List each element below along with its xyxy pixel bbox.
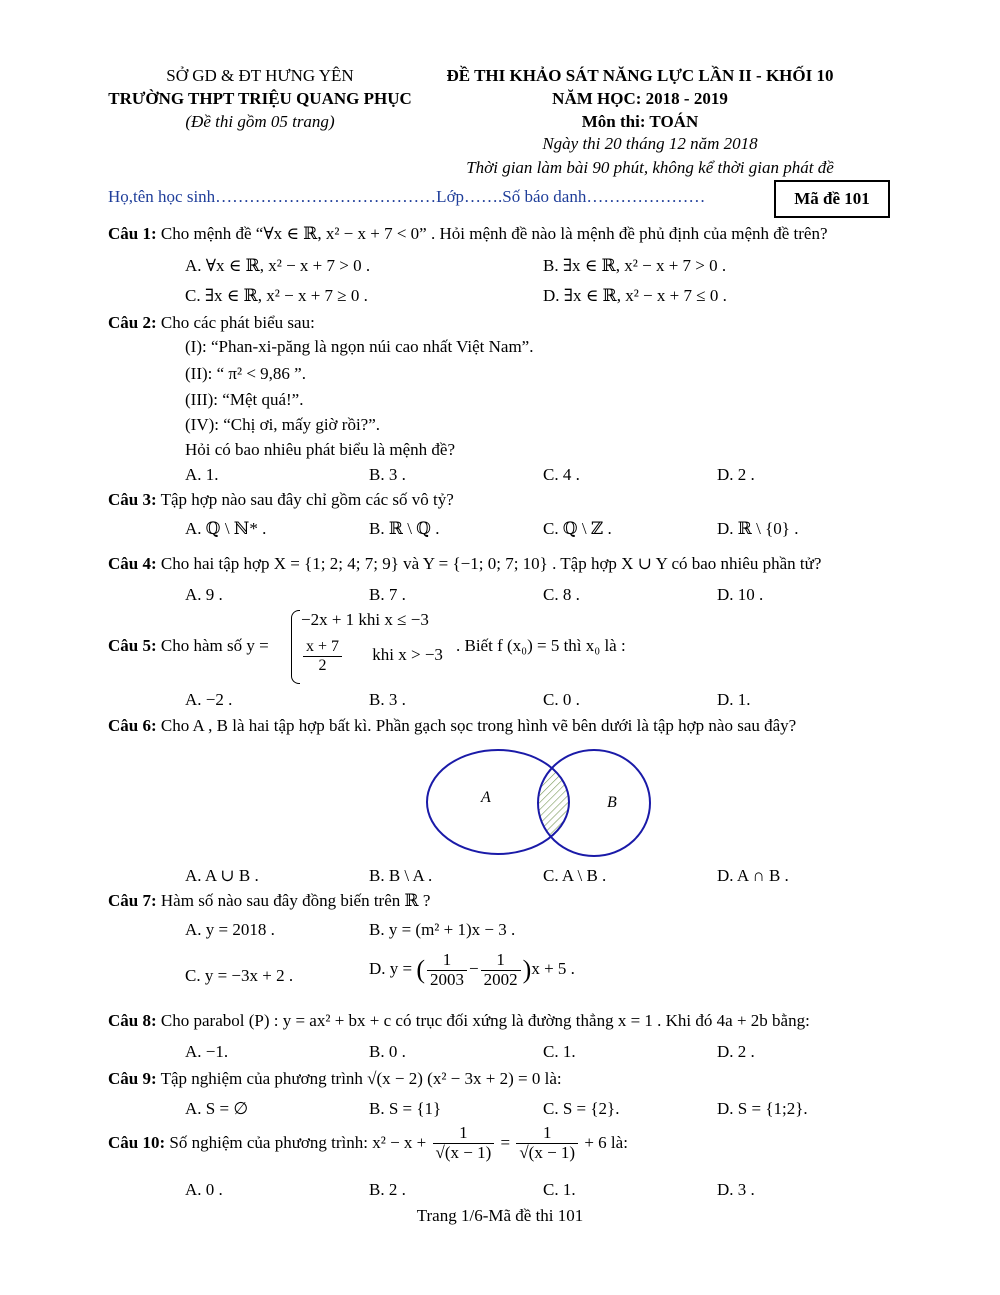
q2-statement-3: (III): “Mệt quá!”.	[185, 390, 304, 409]
question-8: Câu 8: Cho parabol (P) : y = ax² + bx + c có trục đối xứng là đường thẳng x = 1 . Khi đó 4a + 2b bằng:	[108, 1011, 810, 1030]
question-1: Câu 1: Cho mệnh đề “∀x ∈ ℝ, x² − x + 7 < 0” . Hỏi mệnh đề nào là mệnh đề phủ định của mệnh đề trên?	[108, 224, 828, 243]
subject: Môn thi: TOÁN	[581, 112, 699, 131]
dept-name: SỞ GD & ĐT HƯNG YÊN	[166, 66, 354, 85]
q2-statement-4: (IV): “Chị ơi, mấy giờ rồi?”.	[185, 415, 381, 434]
q5-option-c[interactable]: C. 0 .	[543, 690, 580, 709]
q2-statement-2: (II): “ π² < 9,86 ”.	[185, 364, 306, 383]
question-7: Câu 7: Hàm số nào sau đây đồng biến trên ℝ ?	[108, 891, 431, 910]
q5-condition: . Biết f (x₀) = 5 thì x₀ là :	[456, 636, 626, 655]
page-footer: Trang 1/6-Mã đề thi 101	[416, 1206, 584, 1225]
q1-option-a[interactable]: A. ∀x ∈ ℝ, x² − x + 7 > 0 .	[185, 256, 371, 275]
q2-prompt: Hỏi có bao nhiêu phát biểu là mệnh đề?	[185, 440, 456, 459]
q7-option-a[interactable]: A. y = 2018 .	[185, 920, 275, 939]
q2-option-a[interactable]: A. 1.	[185, 465, 219, 484]
q3-option-a[interactable]: A. ℚ \ ℕ* .	[185, 519, 267, 538]
question-6: Câu 6: Cho A , B là hai tập hợp bất kì. Phần gạch sọc trong hình vẽ bên dưới là tập hợp nào sau đây?	[108, 716, 797, 735]
q5-option-a[interactable]: A. −2 .	[185, 690, 233, 709]
q9-option-a[interactable]: A. S = ∅	[185, 1099, 249, 1118]
question-9: Câu 9: Tập nghiệm của phương trình √(x − 2) (x² − 3x + 2) = 0 là:	[108, 1069, 562, 1088]
q10-option-a[interactable]: A. 0 .	[185, 1180, 223, 1199]
q9-option-d[interactable]: D. S = {1;2}.	[717, 1099, 808, 1118]
q2-statement-1: (I): “Phan-xi-păng là ngọn núi cao nhất Việt Nam”.	[185, 337, 534, 356]
pages-note: (Đề thi gồm 05 trang)	[185, 112, 335, 131]
q9-option-b[interactable]: B. S = {1}	[369, 1099, 442, 1118]
q7-option-d[interactable]: D. y = ( $\frac{1}{2003}$ − $\frac{1}{2002}$ )x + 5 .	[369, 950, 575, 989]
q7-option-c[interactable]: C. y = −3x + 2 .	[185, 966, 294, 985]
q8-option-a[interactable]: A. −1.	[185, 1042, 229, 1061]
q9-option-c[interactable]: C. S = {2}.	[543, 1099, 620, 1118]
q10-option-d[interactable]: D. 3 .	[717, 1180, 755, 1199]
q8-option-c[interactable]: C. 1.	[543, 1042, 576, 1061]
question-2: Câu 2: Cho các phát biểu sau:	[108, 313, 315, 332]
set-a-label: A	[481, 789, 491, 806]
q8-option-b[interactable]: B. 0 .	[369, 1042, 406, 1061]
exam-duration: Thời gian làm bài 90 phút, không kể thời gian phát đề	[466, 158, 834, 177]
question-4: Câu 4: Cho hai tập hợp X = {1; 2; 4; 7; 9} và Y = {−1; 0; 7; 10} . Tập hợp X ∪ Y có bao nhiêu phần tử?	[108, 554, 822, 573]
question-3: Câu 3: Tập hợp nào sau đây chỉ gồm các số vô tỷ?	[108, 490, 454, 509]
q4-option-c[interactable]: C. 8 .	[543, 585, 580, 604]
q2-option-b[interactable]: B. 3 .	[369, 465, 406, 484]
q4-option-b[interactable]: B. 7 .	[369, 585, 406, 604]
q3-option-b[interactable]: B. ℝ \ ℚ .	[369, 519, 440, 538]
q5-case-2: $\frac{x + 7}{2}$ khi x > −3	[301, 638, 443, 674]
q6-option-a[interactable]: A. A ∪ B .	[185, 866, 259, 885]
piecewise-brace	[291, 610, 300, 684]
q2-option-c[interactable]: C. 4 .	[543, 465, 580, 484]
q4-option-d[interactable]: D. 10 .	[717, 585, 764, 604]
q5-case-1: −2x + 1 khi x ≤ −3	[301, 610, 429, 629]
set-b-label: B	[607, 794, 617, 811]
q6-option-c[interactable]: C. A \ B .	[543, 866, 607, 885]
q6-option-b[interactable]: B. B \ A .	[369, 866, 433, 885]
school-name: TRƯỜNG THPT TRIỆU QUANG PHỤC	[108, 89, 412, 108]
q2-option-d[interactable]: D. 2 .	[717, 465, 755, 484]
student-info-line: Họ,tên học sinh…………………………………Lớp…….Số báo danh…………………	[108, 187, 706, 206]
q7-option-b[interactable]: B. y = (m² + 1)x − 3 .	[369, 920, 516, 939]
exam-code-box: Mã đề 101	[774, 180, 890, 218]
exam-title: ĐỀ THI KHẢO SÁT NĂNG LỰC LẦN II - KHỐI 10	[446, 66, 834, 85]
q8-option-d[interactable]: D. 2 .	[717, 1042, 755, 1061]
q1-option-b[interactable]: B. ∃x ∈ ℝ, x² − x + 7 > 0 .	[543, 256, 727, 275]
q3-option-d[interactable]: D. ℝ \ {0} .	[717, 519, 799, 538]
q4-option-a[interactable]: A. 9 .	[185, 585, 223, 604]
q5-option-b[interactable]: B. 3 .	[369, 690, 406, 709]
venn-diagram	[420, 745, 660, 860]
q10-option-b[interactable]: B. 2 .	[369, 1180, 406, 1199]
q1-option-d[interactable]: D. ∃x ∈ ℝ, x² − x + 7 ≤ 0 .	[543, 286, 727, 305]
school-year: NĂM HỌC: 2018 - 2019	[552, 89, 728, 108]
exam-date: Ngày thi 20 tháng 12 năm 2018	[542, 134, 758, 153]
q6-option-d[interactable]: D. A ∩ B .	[717, 866, 789, 885]
question-5-label: Câu 5: Cho hàm số y =	[108, 636, 269, 655]
q10-option-c[interactable]: C. 1.	[543, 1180, 576, 1199]
q5-option-d[interactable]: D. 1.	[717, 690, 751, 709]
q3-option-c[interactable]: C. ℚ \ ℤ .	[543, 519, 612, 538]
q1-option-c[interactable]: C. ∃x ∈ ℝ, x² − x + 7 ≥ 0 .	[185, 286, 368, 305]
question-10: Câu 10: Số nghiệm của phương trình: x² − x + $\frac{1}{√(x - 1)}$ = $\frac{1}{√(x - 1)}$ + 6 là:	[108, 1123, 628, 1162]
